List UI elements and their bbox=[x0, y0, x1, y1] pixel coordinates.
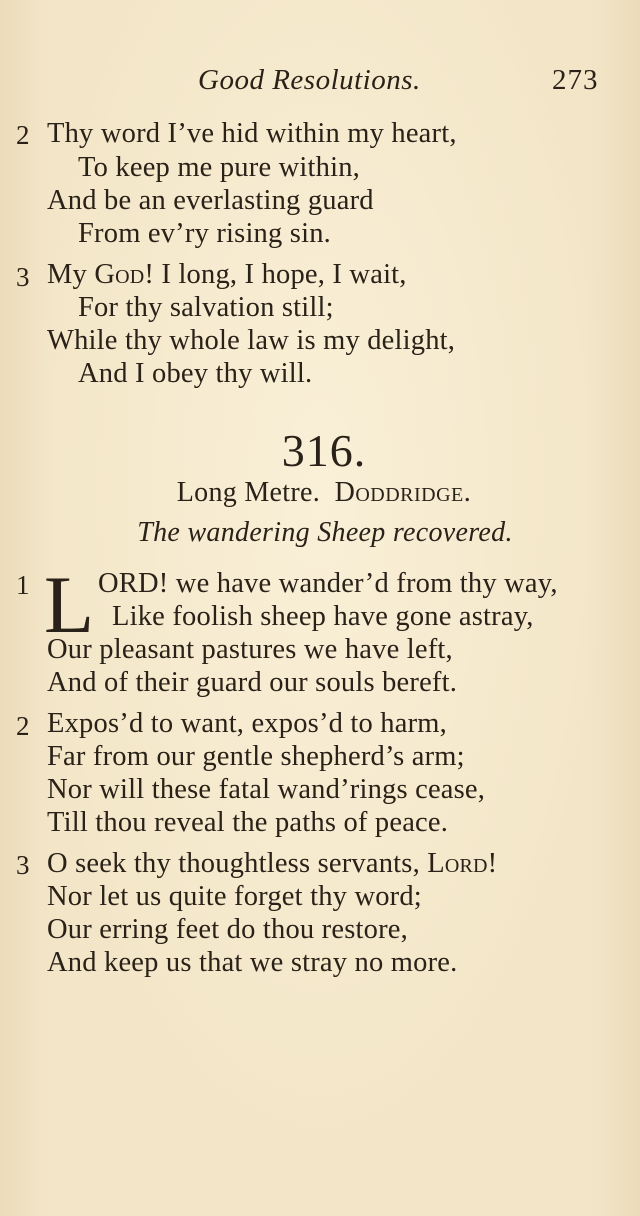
verse-line: Our pleasant pastures we have left, bbox=[47, 634, 453, 665]
verse-line: Nor let us quite forget thy word; bbox=[47, 881, 422, 912]
verse-line: Expos’d to want, expos’d to harm, bbox=[47, 708, 447, 739]
verse-line: To keep me pure within, bbox=[78, 152, 360, 183]
divine-name: God bbox=[94, 259, 145, 290]
verse-line: And keep us that we stray no more. bbox=[47, 947, 458, 978]
verse-line: Far from our gentle shepherd’s arm; bbox=[47, 741, 465, 772]
verse-line: ORD! we have wander’d from thy way, bbox=[98, 568, 558, 599]
verse-line: Our erring feet do thou restore, bbox=[47, 914, 408, 945]
verse-line: While thy whole law is my delight, bbox=[47, 325, 456, 356]
divine-name: Lord bbox=[427, 848, 488, 879]
verse-line: And be an everlasting guard bbox=[47, 185, 374, 216]
hymn-meter-line bbox=[0, 477, 640, 509]
verse-line: O seek thy thoughtless servants, Lord! bbox=[47, 848, 498, 879]
stanza-number: 2 bbox=[16, 120, 30, 150]
verse-line: Till thou reveal the paths of peace. bbox=[47, 807, 449, 838]
page-header bbox=[0, 64, 640, 104]
verse-line: From ev’ry rising sin. bbox=[78, 218, 331, 249]
drop-cap: L bbox=[44, 559, 95, 650]
stanza-number: 3 bbox=[16, 850, 30, 880]
hymn-title: The wandering Sheep recovered. bbox=[137, 517, 513, 548]
verse-line: Thy word I’ve hid within my heart, bbox=[47, 118, 457, 149]
verse-line: And I obey thy will. bbox=[78, 358, 313, 389]
verse-line: Nor will these fatal wand’rings cease, bbox=[47, 774, 486, 805]
verse-line: For thy salvation still; bbox=[78, 292, 334, 323]
author: Doddridge. bbox=[334, 477, 472, 508]
page-number: 273 bbox=[552, 64, 599, 96]
meter: Long Metre. bbox=[176, 477, 320, 508]
verse-line: My God! I long, I hope, I wait, bbox=[47, 259, 407, 290]
stanza-number: 2 bbox=[16, 711, 30, 741]
running-title: Good Resolutions. bbox=[198, 64, 421, 96]
hymn-number: 316. bbox=[281, 425, 367, 476]
verse-line: And of their guard our souls bereft. bbox=[47, 667, 458, 698]
stanza-number: 1 bbox=[16, 570, 30, 600]
stanza-number: 3 bbox=[16, 262, 30, 292]
verse-line: Like foolish sheep have gone astray, bbox=[112, 601, 534, 632]
